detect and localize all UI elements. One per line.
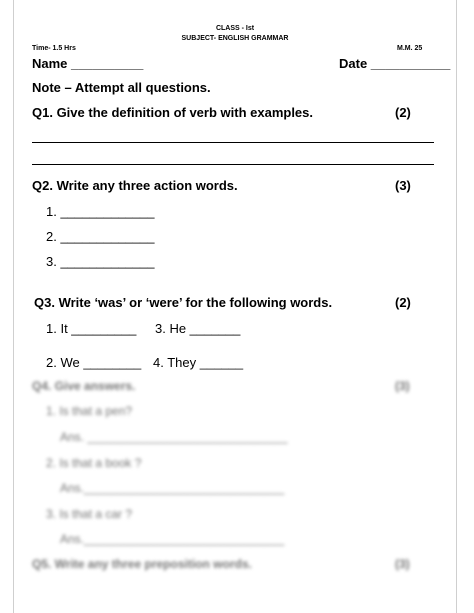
class-line: CLASS - Ist: [215, 25, 255, 32]
q2-item-3: 3. _____________: [46, 254, 155, 269]
question-5: Q5. Write any three preposition words.: [32, 557, 252, 571]
answer-line-2: [32, 164, 434, 165]
q4-answer-2: Ans.______________________________: [60, 481, 285, 495]
question-1: Q1. Give the definition of verb with examples.: [32, 105, 314, 120]
question-2-marks: (3): [395, 178, 411, 193]
q4-question-3: 3. Is that a car ?: [46, 507, 133, 521]
question-3-marks: (2): [395, 295, 411, 310]
q4-answer-3: Ans.______________________________: [60, 532, 285, 546]
q3-item-2: 2. We ________: [46, 355, 142, 370]
q3-item-4: 4. They ______: [153, 355, 244, 370]
question-3: Q3. Write ‘was’ or ‘were’ for the following words.: [34, 295, 333, 310]
q4-question-1: 1. Is that a pen?: [46, 404, 133, 418]
worksheet-page: [13, 0, 457, 613]
question-4-marks: (3): [395, 379, 410, 393]
q2-item-2: 2. _____________: [46, 229, 155, 244]
time-label: Time- 1.5 Hrs: [32, 45, 76, 52]
instructions-note: Note – Attempt all questions.: [32, 80, 211, 95]
question-4: Q4. Give answers.: [32, 379, 136, 393]
q4-question-2: 2. Is that a book ?: [46, 456, 142, 470]
q3-item-1: 1. It _________: [46, 321, 137, 336]
question-1-marks: (2): [395, 105, 411, 120]
blur-overlay: [14, 368, 456, 613]
date-field: Date ___________: [339, 56, 451, 71]
answer-line-1: [32, 142, 434, 143]
q2-item-1: 1. _____________: [46, 204, 155, 219]
question-2: Q2. Write any three action words.: [32, 178, 238, 193]
q3-item-3: 3. He _______: [155, 321, 241, 336]
q4-answer-1: Ans. ______________________________: [60, 430, 288, 444]
subject-line: SUBJECT- ENGLISH GRAMMAR: [181, 35, 289, 42]
name-field: Name __________: [32, 56, 144, 71]
question-5-marks: (3): [395, 557, 410, 571]
max-marks-label: M.M. 25: [397, 45, 423, 52]
